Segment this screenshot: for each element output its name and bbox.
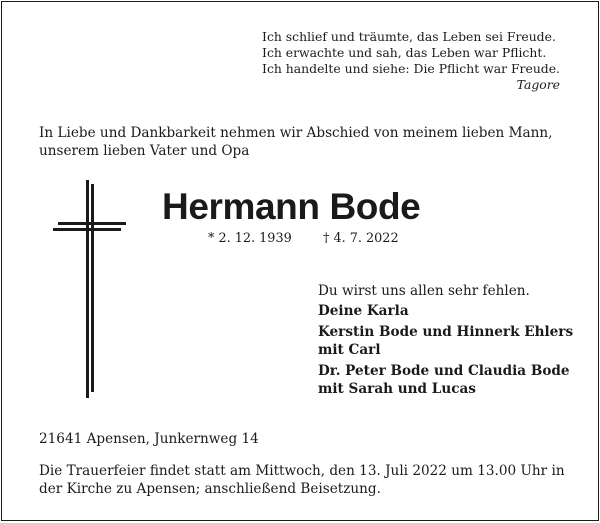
signer-entry bbox=[318, 323, 578, 359]
signer-entry bbox=[318, 302, 578, 320]
signer-line: Deine Karla bbox=[318, 303, 409, 319]
address-line: 21641 Apensen, Junkernweg 14 bbox=[39, 431, 259, 447]
death-date: † 4. 7. 2022 bbox=[323, 231, 399, 246]
poem-quote bbox=[262, 29, 560, 93]
signer-entry bbox=[318, 362, 578, 398]
birth-date: * 2. 12. 1939 bbox=[208, 231, 292, 246]
intro-text: In Liebe und Dankbarkeit nehmen wir Abschied von meinem lieben Mann, unserem lieben Vater und Opa bbox=[39, 125, 553, 159]
deceased-name: Hermann Bode bbox=[162, 186, 421, 227]
poem-author: Tagore bbox=[516, 77, 560, 92]
obituary-notice bbox=[1, 1, 599, 521]
poem-line: Ich erwachte und sah, das Leben war Pflicht. bbox=[262, 45, 547, 60]
signer-line: mit Carl bbox=[318, 342, 381, 358]
signer-line: Kerstin Bode und Hinnerk Ehlers bbox=[318, 324, 574, 340]
family-signatures bbox=[318, 282, 578, 398]
signer-line: mit Sarah und Lucas bbox=[318, 381, 476, 397]
funeral-service-info: Die Trauerfeier findet statt am Mittwoch, den 13. Juli 2022 um 13.00 Uhr in der Kirche zu Apensen; anschließend Beisetzung. bbox=[39, 463, 565, 497]
farewell-line: Du wirst uns allen sehr fehlen. bbox=[318, 283, 530, 299]
signer-line: Dr. Peter Bode und Claudia Bode bbox=[318, 363, 570, 379]
poem-line: Ich handelte und siehe: Die Pflicht war Freude. bbox=[262, 61, 560, 76]
cross-icon bbox=[50, 180, 128, 398]
poem-line: Ich schlief und träumte, das Leben sei Freude. bbox=[262, 29, 556, 44]
